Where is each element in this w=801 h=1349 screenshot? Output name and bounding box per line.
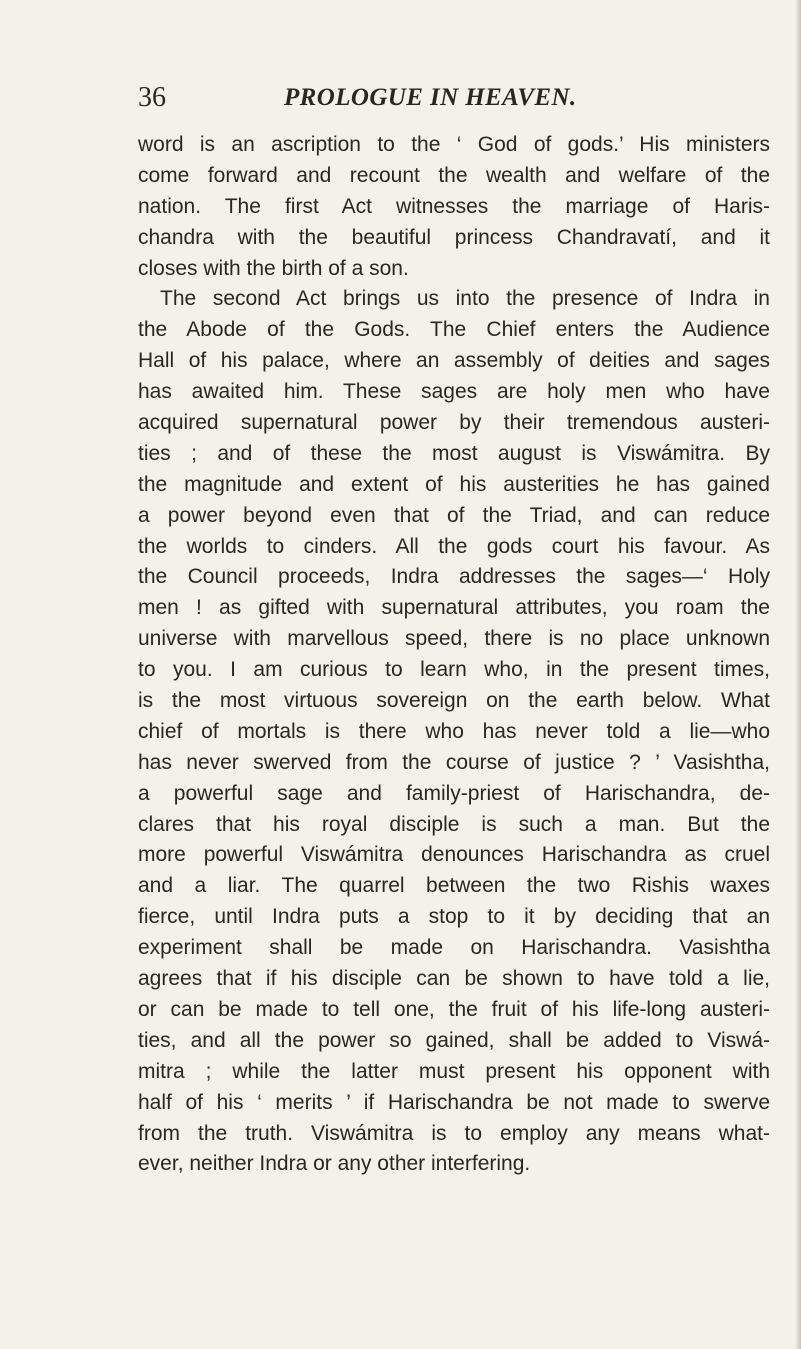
text-line: The second Act brings us into the presence of Indra in	[160, 287, 770, 311]
text-line: half of his ‘ merits ’ if Harischandra be not made to swerve	[138, 1090, 770, 1114]
running-head: PROLOGUE IN HEAVEN.	[284, 84, 577, 111]
text-line: more powerful Viswámitra denounces Harischandra as cruel	[138, 843, 770, 867]
text-line: fierce, until Indra puts a stop to it by deciding that an	[138, 905, 770, 929]
text-line: a powerful sage and family-priest of Harischandra, de-	[138, 781, 770, 805]
text-line: closes with the birth of a son.	[138, 256, 409, 280]
page-number: 36	[138, 82, 166, 113]
text-line: clares that his royal disciple is such a man. But the	[138, 812, 770, 836]
text-line: universe with marvellous speed, there is no place unknown	[138, 627, 770, 651]
text-line: the worlds to cinders. All the gods court his favour. As	[138, 534, 770, 558]
text-line: Hall of his palace, where an assembly of deities and sages	[138, 349, 770, 373]
text-line: a power beyond even that of the Triad, and can reduce	[138, 503, 770, 527]
text-line: word is an ascription to the ‘ God of gods.’ His ministers	[138, 133, 770, 156]
text-line: acquired supernatural power by their tremendous austeri-	[138, 411, 770, 435]
text-line: and a liar. The quarrel between the two Rishis waxes	[138, 874, 770, 898]
text-line: come forward and recount the wealth and welfare of the	[138, 163, 770, 187]
text-line: men ! as gifted with supernatural attributes, you roam the	[138, 596, 770, 620]
text-line: chief of mortals is there who has never told a lie—who	[138, 719, 770, 743]
text-line: or can be made to tell one, the fruit of his life-long austeri-	[138, 997, 770, 1021]
text-line: agrees that if his disciple can be shown to have told a lie,	[138, 967, 770, 991]
text-line: to you. I am curious to learn who, in the present times,	[138, 658, 770, 682]
text-line: ties, and all the power so gained, shall be added to Viswá-	[138, 1028, 770, 1052]
body-text	[138, 130, 770, 1180]
text-line: is the most virtuous sovereign on the earth below. What	[138, 689, 770, 713]
page-edge-shadow	[795, 0, 801, 1349]
text-line: ties ; and of these the most august is Viswámitra. By	[138, 441, 770, 465]
text-line: mitra ; while the latter must present his opponent with	[138, 1059, 770, 1083]
text-line: the Abode of the Gods. The Chief enters the Audience	[138, 318, 770, 342]
text-line: has never swerved from the course of justice ? ’ Vasishtha,	[138, 750, 770, 774]
text-line: nation. The first Act witnesses the marriage of Haris-	[138, 194, 770, 218]
text-line: chandra with the beautiful princess Chandravatí, and it	[138, 225, 770, 249]
text-line: ever, neither Indra or any other interfering.	[138, 1152, 531, 1176]
text-line: has awaited him. These sages are holy men who have	[138, 380, 770, 404]
text-line: experiment shall be made on Harischandra. Vasishtha	[138, 936, 770, 960]
text-line: from the truth. Viswámitra is to employ any means what-	[138, 1121, 770, 1145]
text-line: the Council proceeds, Indra addresses the sages—‘ Holy	[138, 565, 770, 589]
text-line: the magnitude and extent of his austerities he has gained	[138, 472, 770, 496]
